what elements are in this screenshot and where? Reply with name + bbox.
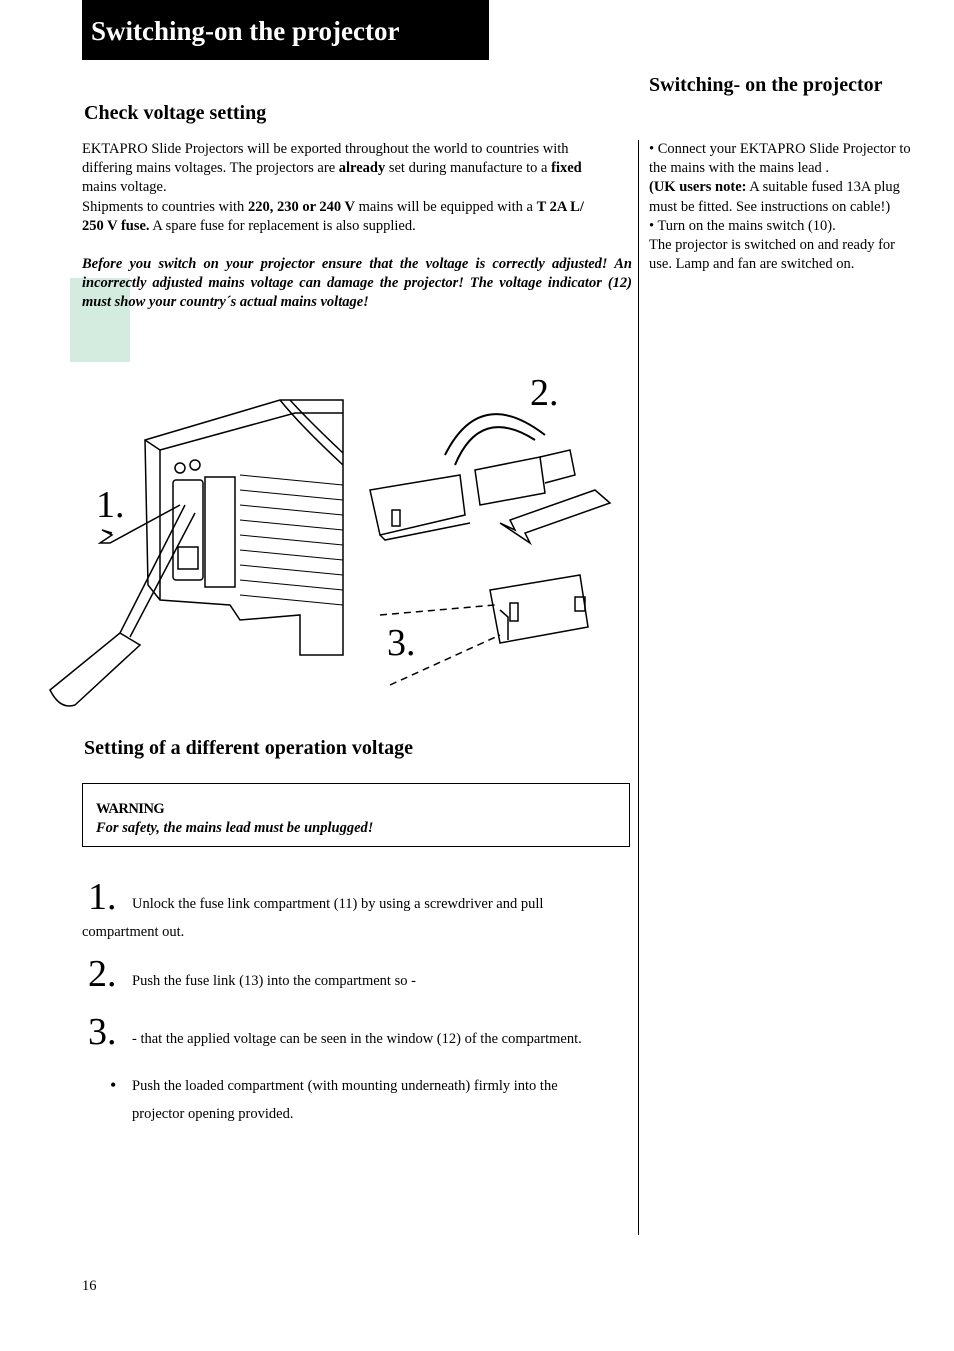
fuse-replacement-figure: [40, 365, 640, 725]
step-text: Push the loaded compartment (with mounting underneath) firmly into the: [132, 1078, 558, 1094]
step-number: 1.: [88, 876, 117, 918]
bullet: •: [110, 1075, 117, 1095]
step-text-continued: projector opening provided.: [132, 1106, 294, 1122]
step-text: Unlock the fuse link compartment (11) by using a screwdriver and pull: [132, 896, 544, 912]
warning-text: For safety, the mains lead must be unplugged!: [96, 820, 374, 836]
uk-note: (UK users note: A suitable fused 13A plug must be fitted. See instructions on cable!): [649, 179, 900, 215]
figure-label-1: 1.: [96, 484, 125, 526]
step-number: 3.: [88, 1011, 117, 1053]
text-line: EKTAPRO Slide Projectors will be exported throughout the world to countries with: [82, 141, 569, 157]
warning-box: [82, 783, 630, 847]
setting-voltage-heading: Setting of a different operation voltage: [84, 737, 414, 759]
step-text-continued: compartment out.: [82, 924, 185, 940]
right-heading: Switching- on the projector: [649, 74, 883, 96]
figure-label-3: 3.: [387, 622, 416, 664]
text-line: differing mains voltages. The projectors are already set during manufacture to a fixed: [82, 160, 582, 177]
check-voltage-heading: Check voltage setting: [84, 102, 267, 124]
bullet-switch: • Turn on the mains switch (10).: [649, 217, 836, 234]
bullet-connect: • Connect your EKTAPRO Slide Projector to the mains with the mains lead .: [649, 141, 911, 177]
fuse-paragraph: Shipments to countries with 220, 230 or 240 V mains will be equipped with a T 2A L/ 250 V fuse. A spare fuse for replacement is also supplied.: [82, 198, 584, 234]
page-title: Switching-on the projector: [91, 16, 400, 46]
voltage-warning-paragraph: Before you switch on your projector ensure that the voltage is correctly adjusted! An incorrectly adjusted mains voltage can damage the projector! The voltage indicator (12) must show your country´s actual mains voltage!: [82, 256, 632, 311]
page-number: 16: [82, 1278, 97, 1294]
step-number: 2.: [88, 953, 117, 995]
right-column-text: [649, 140, 917, 274]
intro-paragraph: [82, 140, 632, 236]
step-text: Push the fuse link (13) into the compartment so -: [132, 973, 416, 989]
ready-text: The projector is switched on and ready for use. Lamp and fan are switched on.: [649, 237, 896, 273]
warning-title: WARNING: [96, 801, 165, 817]
page-title-banner: [82, 0, 489, 60]
text-line: mains voltage.: [82, 179, 167, 196]
step-text: - that the applied voltage can be seen in the window (12) of the compartment.: [132, 1031, 582, 1047]
figure-label-2: 2.: [530, 372, 559, 414]
